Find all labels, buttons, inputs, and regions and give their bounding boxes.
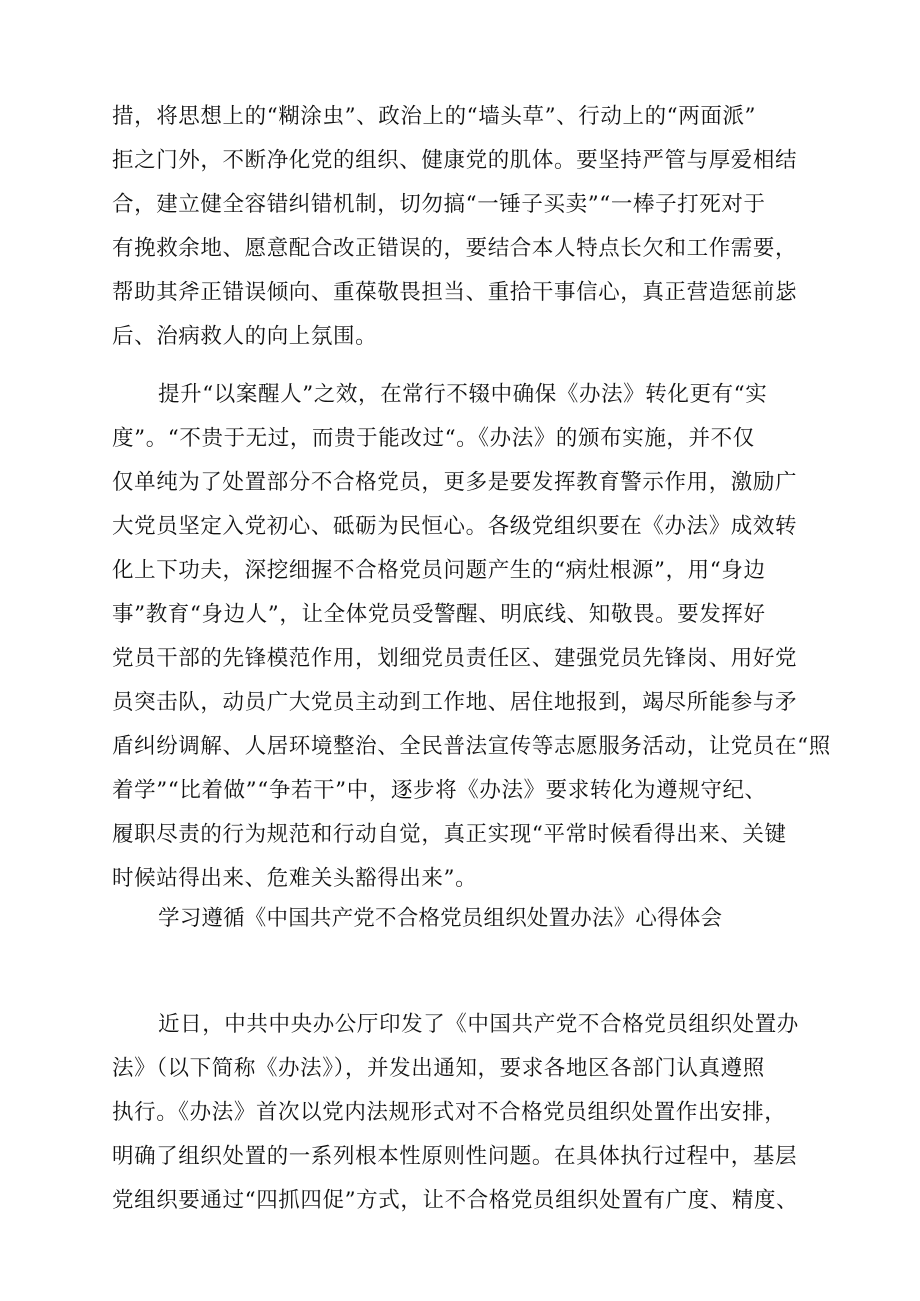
text-line: 法》（以下简称《办法》），并发出通知，要求各地区各部门认真遵照 — [112, 1056, 765, 1081]
article-title: 学习遵循《中国共产党不合格党员组织处置办法》心得体会 — [158, 906, 723, 931]
text-line: 执行。《办法》首次以党内法规形式对不合格党员组织处置作出安排， — [112, 1100, 787, 1125]
text-line: 帮助其斧正错误倾向、重葆敬畏担当、重拾干事信心，真正营造惩前毖 — [112, 280, 798, 305]
text-line: 明确了组织处置的一系列根本性原则性问题。在具体执行过程中，基层 — [112, 1144, 798, 1169]
text-line: 化上下功夫，深挖细握不合格党员问题产生的“病灶根源”，用“身边 — [112, 558, 766, 583]
text-line: 有挽救余地、愿意配合改正错误的，要结合本人特点长欠和工作需要， — [112, 236, 798, 261]
text-line: 后、治病救人的向上氛围。 — [112, 324, 378, 349]
text-line: 党员干部的先锋模范作用，划细党员责任区、建强党员先锋岗、用好党 — [112, 646, 798, 671]
text-line: 员突击队，动员广大党员主动到工作地、居住地报到，竭尽所能参与矛 — [112, 690, 798, 715]
text-line: 近日，中共中央办公厅印发了《中国共产党不合格党员组织处置办 — [158, 1012, 799, 1037]
text-line: 度”。“不贵于无过，而贵于能改过“。《办法》的颁布实施，并不仅 — [112, 426, 755, 451]
text-line: 盾纠纷调解、人居环境整治、全民普法宣传等志愿服务活动，让党员在“照 — [112, 734, 831, 759]
text-line: 措，将思想上的“糊涂虫”、政治上的“墙头草”、行动上的“两面派” — [112, 104, 757, 129]
text-line: 着学”“比着做”“争若干”中，逐步将《办法》要求转化为遵规守纪、 — [112, 778, 767, 803]
text-line: 拒之门外，不断净化党的组织、健康党的肌体。要坚持严管与厚爱相结 — [112, 148, 798, 173]
text-line: 提升“以案醒人”之效，在常行不辍中确保《办法》转化更有“实 — [158, 382, 768, 407]
text-line: 时候站得出来、危难关头豁得出来”。 — [112, 866, 478, 891]
text-line: 大党员坚定入党初心、砥砺为民恒心。各级党组织要在《办法》成效转 — [112, 514, 798, 539]
text-line: 履职尽责的行为规范和行动自觉，真正实现“平常时候看得出来、关键 — [112, 822, 787, 847]
text-line: 党组织要通过“四抓四促”方式，让不合格党员组织处置有广度、精度、 — [112, 1188, 799, 1213]
text-line: 合，建立健全容错纠错机制，切勿搞“一锤子买卖”“一棒子打死对于 — [112, 192, 766, 217]
text-line: 仅单纯为了处置部分不合格党员，更多是要发挥教育警示作用，激励广 — [112, 470, 798, 495]
text-line: 事”教育“身边人”，让全体党员受警醒、明底线、知敬畏。要发挥好 — [112, 602, 766, 627]
